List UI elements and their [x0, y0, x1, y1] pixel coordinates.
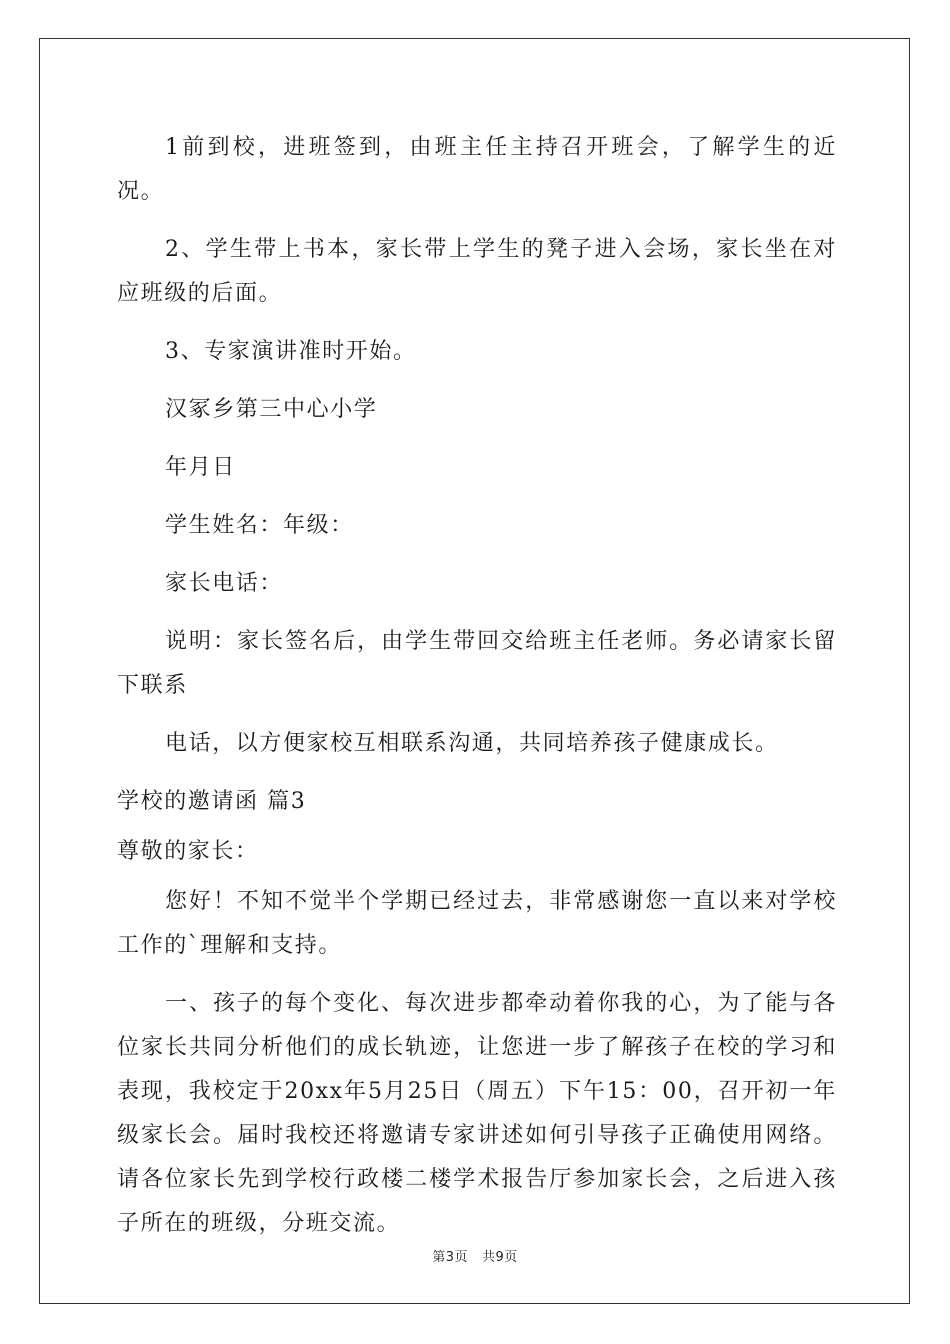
current-page-indicator: 第3页	[432, 1250, 468, 1265]
section-heading: 学校的邀请函 篇3	[117, 789, 307, 814]
date-line: 年月日	[165, 455, 236, 480]
greeting-paragraph: 您好！不知不觉半个学期已经过去，非常感谢您一直以来对学校工作的`理解和支持。	[117, 889, 837, 958]
paragraph-books-stools: 2、学生带上书本，家长带上学生的凳子进入会场，家长坐在对应班级的后面。	[117, 237, 837, 306]
paragraph-arrival: 1前到校，进班签到，由班主任主持召开班会，了解学生的近况。	[117, 135, 837, 204]
paragraph-expert-speech: 3、专家演讲准时开始。	[165, 339, 417, 364]
student-name-grade-line: 学生姓名：年级：	[165, 513, 354, 538]
page-footer	[0, 1246, 950, 1265]
document-body	[117, 126, 837, 1260]
instructions-continuation: 电话，以方便家校互相联系沟通，共同培养孩子健康成长。	[165, 731, 779, 756]
total-pages-indicator: 共9页	[482, 1250, 518, 1265]
school-name: 汉冢乡第三中心小学	[165, 397, 378, 422]
parent-phone-line: 家长电话：	[165, 571, 284, 596]
meeting-notice-paragraph: 一、孩子的每个变化、每次进步都牵动着你我的心，为了能与各位家长共同分析他们的成长轨迹，让您进一步了解孩子在校的学习和表现，我校定于20xx年5月25日（周五）下午15：00，召开初一年级家长会。届时我校还将邀请专家讲述如何引导孩子正确使用网络。请各位家长先到学校行政楼二楼学术报告厅参加家长会，之后进入孩子所在的班级，分班交流。	[117, 991, 837, 1236]
salutation: 尊敬的家长：	[117, 839, 259, 864]
instructions-paragraph: 说明：家长签名后，由学生带回交给班主任老师。务必请家长留下联系	[117, 629, 837, 698]
